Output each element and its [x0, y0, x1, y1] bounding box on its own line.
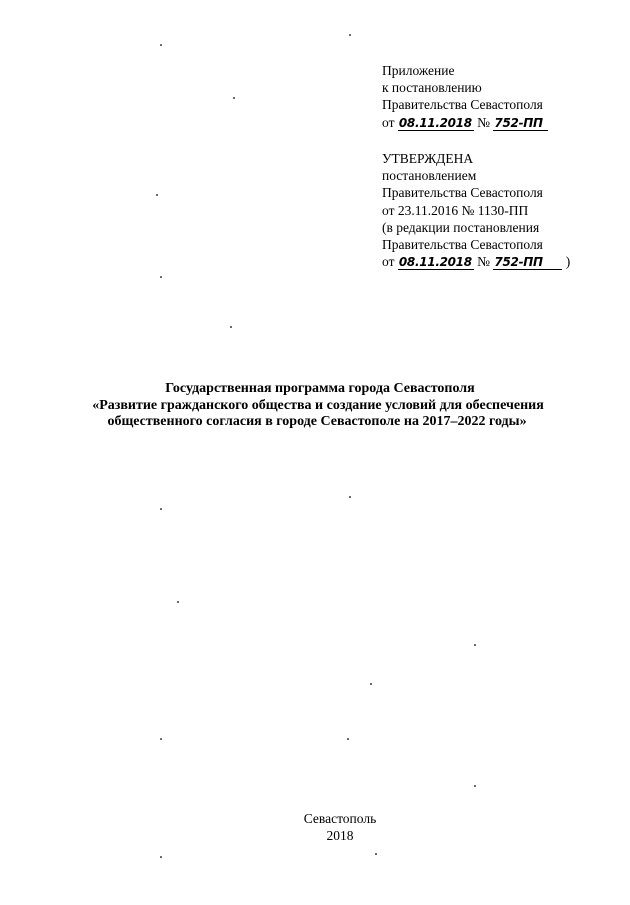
approval-handwritten-date: 08.11.2018: [398, 255, 472, 270]
approval-handwritten-number: 752-ПП: [493, 256, 562, 270]
scan-speck: [160, 276, 162, 278]
appendix-handwritten-date: 08.11.2018: [398, 115, 472, 130]
footer-year: 2018: [326, 828, 354, 843]
approval-line-3: Правительства Севастополя: [382, 185, 543, 201]
scan-speck: [349, 34, 351, 36]
scan-speck: [474, 644, 476, 646]
approval-line-6: Правительства Севастополя: [382, 237, 543, 253]
program-title-line-3: общественного согласия в городе Севастополе на 2017–2022 годы»: [107, 414, 527, 429]
scan-speck: [375, 853, 377, 855]
approval-line-5: (в редакции постановления: [382, 219, 540, 235]
appendix-line-3: Правительства Севастополя: [382, 97, 543, 113]
scan-speck: [347, 738, 349, 740]
scan-speck: [230, 326, 232, 328]
scan-speck: [160, 508, 162, 510]
appendix-from-label: от: [382, 114, 395, 130]
scan-speck: [233, 97, 235, 99]
scan-speck: [156, 194, 158, 196]
scan-speck: [160, 44, 162, 46]
approval-from-label: от: [382, 254, 395, 270]
document-footer: [0, 810, 630, 844]
approval-close-paren: ): [565, 254, 571, 270]
program-title-line-2: «Развитие гражданского общества и создание условий для обеспечения: [92, 397, 544, 413]
approval-block: [382, 150, 570, 270]
footer-city: Севастополь: [303, 811, 377, 826]
scan-speck: [370, 683, 372, 685]
appendix-number-sign: №: [477, 114, 491, 130]
scan-speck: [160, 856, 162, 858]
appendix-line-2: к постановлению: [382, 80, 482, 96]
program-title: [0, 381, 630, 431]
approval-line-1: УТВЕРЖДЕНА: [382, 151, 474, 166]
approval-number-sign: №: [477, 254, 491, 270]
appendix-handwritten-number: 752-ПП: [493, 117, 548, 131]
appendix-line-1: Приложение: [382, 63, 455, 78]
approval-date-line: [382, 253, 570, 270]
program-title-line-1: Государственная программа города Севастополя: [165, 381, 475, 396]
scan-speck: [349, 496, 351, 498]
scan-speck: [160, 738, 162, 740]
approval-line-2: постановлением: [382, 168, 477, 184]
appendix-block: [382, 62, 548, 131]
scan-speck: [474, 785, 476, 787]
approval-line-4: от 23.11.2016 № 1130-ПП: [382, 202, 529, 218]
appendix-date-line: [382, 114, 548, 131]
scan-speck: [177, 601, 179, 603]
